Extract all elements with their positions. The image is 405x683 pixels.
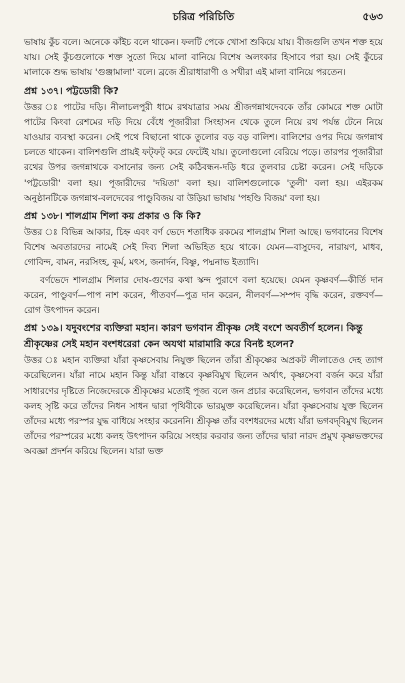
question-137: প্রশ্ন ১৩৭। পট্টডোরী কি?: [24, 85, 119, 97]
chapter-title: চরিত্র পরিচিতি: [172, 11, 235, 23]
paragraph-gunja: ভাষায় কুঁচ বলে। অনেকে কাঁইচ বলে থাকেন। ফলটি পেকে খোসা শুকিয়ে যায়। বীজগুলি তখন শক্ত হয়ে যায়। সেই কুঁচগুলোকে শক্ত সুতো দিয়ে মালা বানিয়ে বিশেষ অলংকার হিসাবে পরা হয়। সেই কুঁচের মালাকে শুদ্ধ ভাষায় 'গুঞ্জামালা' বলে। ব্রজে শ্রীরাধারাণী ও সখীরা এই মালা বানিয়ে পরতেন।: [24, 38, 383, 79]
answer-139: উত্তর ঃ মহান ব্যক্তিরা যাঁরা কৃষ্ণসেবায় নিযুক্ত ছিলেন তাঁরা শ্রীকৃষ্ণের অপ্রকট লীলাতেও দেহ ত্যাগ করেছিলেন। যাঁরা নামে মহান কিন্তু যাঁরা বাস্তবে কৃষ্ণবিমুখ ছিলেন অর্থাৎ, কৃষ্ণসেবা বর্জন করে যাঁরা সাধারণের দৃষ্টিতে নিজেদেরকে শ্রীকৃষ্ণের মতোই পূজ্য বলে জন প্রচার করেছিলেন, ভগবান তাঁদের মধ্যে কলহ সৃষ্টি করে তাঁদের নিধন সাধন দ্বারা পৃথিবীকে ভারমুক্ত করেছিলেন। যাঁরা কৃষ্ণসেবায় যুক্ত ছিলেন তাঁদের মধ্যে পরস্পর যুদ্ধ বাধিয়ে সংহার করেননি। শ্রীকৃষ্ণ তাঁর বংশধরদের মধ্যে যাঁরা ভগবদ্‌বিমুখ ছিলেন তাঁদের পরস্পরের মধ্যে কলহ উৎপাদন করিয়ে সংহার করবার জন্য তাঁদের দ্বারা নারদ প্রমুখ কৃষ্ণভক্তদের অবজ্ঞা প্রদর্শন করিয়ে ছিলেন। যারা ভক্ত: [24, 356, 383, 458]
answer-138-continued: বর্ণভেদে শালগ্রাম শিলার দোষ-গুণের কথা স্কন্দ পুরাণে বলা হয়েছে। যেমন কৃষ্ণবর্ণ—কীর্তি দান করেন, পাণ্ডুবর্ণ—পাপ নাশ করেন, পীতবর্ণ—পুত্র দান করেন, নীলবর্ণ—সম্পদ বৃদ্ধি করেন, রক্তবর্ণ—রোগ উৎপাদন করেন।: [24, 275, 383, 317]
page-number: ৫৬৩: [362, 11, 383, 23]
question-138: প্রশ্ন ১৩৮। শালগ্রাম শিলা কয় প্রকার ও কি কি?: [24, 211, 202, 223]
question-139: প্রশ্ন ১৩৯। যদুবংশের ব্যক্তিরা মহান। কারণ ভগবান শ্রীকৃষ্ণ সেই বংশে অবতীর্ণ হলেন। কিন্তু শ্রীকৃষ্ণের সেই মহান বংশধরেরা কেন অযথা মারামারি করে বিনষ্ট হলেন?: [24, 323, 363, 351]
answer-138: উত্তর ঃ বিভিন্ন আকার, চিহ্ন এবং বর্ণ ভেদে শতাধিক রকমের শালগ্রাম শিলা আছে। ভগবানের বিশেষ বিশেষ অবতারদের নামেই সেই দিব্য শিলা অভিহিত হয়ে থাকে। যেমন—বাসুদেব, নারায়ণ, মাধব, গোবিন্দ, বামন, নরসিংহ, কূর্ম, মৎস, জনার্দন, বিষ্ণু, পদ্মনাভ ইত্যাদি।: [24, 228, 383, 269]
page-header: [24, 10, 383, 32]
answer-137: উত্তর ঃ পাটের দড়ি। নীলাচলপুরী ধামে রথযাত্রার সময় শ্রীজগন্নাথদেবকে তাঁর কোমরে শক্ত মোটা পাটের কিংবা রেশমের দড়ি দিয়ে বেঁধে পূজারীরা সিংহাসন থেকে তুলে নিয়ে রথ পর্যন্ত টেনে নিয়ে যাওয়ার ব্যবস্থা করেন। সেই পথে বিছানো থাকে তুলোর বড় বড় বালিশ। বালিশের ওপর দিয়ে জগন্নাথ চলতে থাকেন। বালিশগুলি প্রায়ই ফট্‌ফট্‌ করে ফেটেই যায়। তুলোগুলো বেরিয়ে পড়ে। তারপর পূজারীরা রথের উপর জগন্নাথকে বসানোর জন্য সেই কঠিবন্ধন-দড়ি ধরে তুলবার চেষ্টা করেন। সেই দড়িকে 'পট্টডোরী' বলা হয়। পূজারীদের 'দয়িতা' বলা হয়। বালিশগুলোকে 'তুলী' বলা হয়। এইরকম অনুষ্ঠানটিকে জগন্নাথ-বলদেবের পাণ্ডুবিজয় বা উড়িয়া ভাষায় 'পহণ্ডি বিজয়' বলা হয়।: [24, 102, 383, 204]
